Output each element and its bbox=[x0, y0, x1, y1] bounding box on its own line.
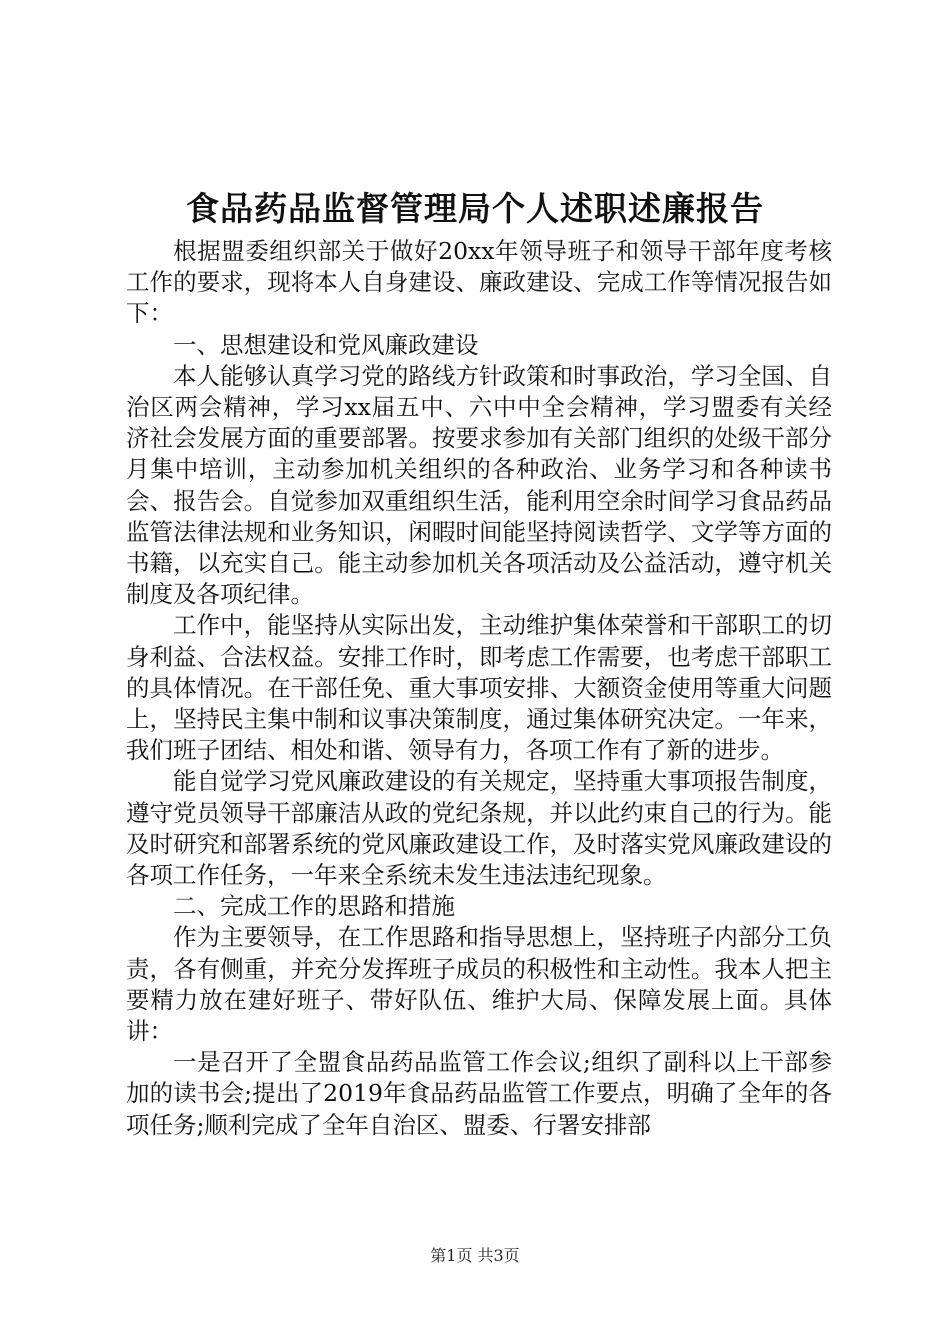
paragraph: 能自觉学习党风廉政建设的有关规定，坚持重大事项报告制度，遵守党员领导干部廉洁从政的党纪条规，并以此约束自己的行为。能及时研究和部署系统的党风廉政建设工作，及时落实党风廉政建设的各项工作任务，一年来全系统未发生违法违纪现象。 bbox=[126, 767, 832, 890]
paragraph: 作为主要领导，在工作思路和指导思想上，坚持班子内部分工负责，各有侧重，并充分发挥班子成员的积极性和主动性。我本人把主要精力放在建好班子、带好队伍、维护大局、保障发展上面。具体讲： bbox=[126, 923, 832, 1046]
section-heading: 二、完成工作的思路和措施 bbox=[173, 892, 455, 921]
section-heading: 一、思想建设和党风廉政建设 bbox=[173, 330, 479, 359]
document-title: 食品药品监督管理局个人述职述廉报告 bbox=[186, 189, 764, 228]
paragraph: 工作中，能坚持从实际出发，主动维护集体荣誉和干部职工的切身利益、合法权益。安排工作时，即考虑工作需要，也考虑干部职工的具体情况。在干部任免、重大事项安排、大额资金使用等重大问题上，坚持民主集中制和议事决策制度，通过集体研究决定。一年来，我们班子团结、相处和谐、领导有力，各项工作有了新的进步。 bbox=[126, 611, 832, 765]
page-number-footer: 第1页 共3页 bbox=[430, 1246, 520, 1265]
paragraph: 本人能够认真学习党的路线方针政策和时事政治，学习全国、自治区两会精神，学习xx届五中、六中中全会精神，学习盟委有关经济社会发展方面的重要部署。按要求参加有关部门组织的处级干部分月集中培训，主动参加机关组织的各种政治、业务学习和各种读书会、报告会。自觉参加双重组织生活，能利用空余时间学习食品药品监管法律法规和业务知识，闲暇时间能坚持阅读哲学、文学等方面的书籍，以充实自己。能主动参加机关各项活动及公益活动，遵守机关制度及各项纪律。 bbox=[126, 361, 832, 609]
paragraph: 一是召开了全盟食品药品监管工作会议;组织了副科以上干部参加的读书会;提出了2019年食品药品监管工作要点，明确了全年的各项任务;顺利完成了全年自治区、盟委、行署安排部 bbox=[126, 1048, 832, 1139]
document-body bbox=[126, 236, 832, 1141]
paragraph: 根据盟委组织部关于做好20xx年领导班子和领导干部年度考核工作的要求，现将本人自身建设、廉政建设、完成工作等情况报告如下： bbox=[126, 237, 832, 328]
